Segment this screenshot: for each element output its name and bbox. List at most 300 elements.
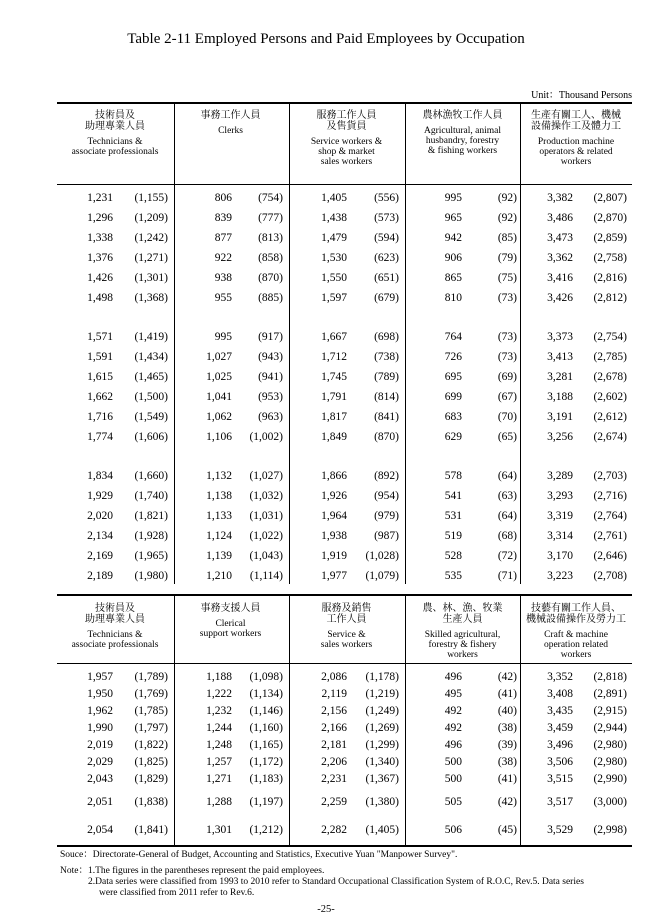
header-en — [520, 630, 632, 660]
header-zh-line: 工作人員 — [326, 614, 367, 625]
employed-value: 1,926 — [321, 490, 347, 502]
paid-value: (2,980) — [593, 739, 627, 751]
header-en-line: shop & market — [318, 147, 375, 157]
employed-value: 1,791 — [321, 391, 347, 403]
paid-value: (814) — [374, 391, 399, 403]
header-zh-line: 生產人員 — [442, 614, 483, 625]
header1-bottom-rule — [57, 184, 632, 185]
employed-value: 1,977 — [321, 570, 347, 582]
paid-value: (2,870) — [593, 212, 627, 224]
header-en-line: Clerks — [218, 126, 243, 136]
paid-value: (789) — [374, 371, 399, 383]
table-row — [57, 705, 632, 723]
table-row — [57, 192, 632, 210]
header-en-line: Skilled agricultural, — [424, 630, 501, 640]
employed-value: 1,301 — [206, 824, 232, 836]
paid-value: (679) — [374, 292, 399, 304]
paid-value: (1,785) — [134, 705, 168, 717]
paid-value: (2,674) — [593, 431, 627, 443]
employed-value: 1,817 — [321, 411, 347, 423]
paid-value: (1,797) — [134, 722, 168, 734]
paid-value: (1,134) — [249, 688, 283, 700]
employed-value: 3,515 — [547, 773, 573, 785]
employed-value: 1,667 — [321, 331, 347, 343]
table-row — [57, 688, 632, 706]
paid-value: (41) — [497, 688, 517, 700]
employed-value: 495 — [444, 688, 462, 700]
employed-value: 2,119 — [321, 688, 347, 700]
unit-label: Unit：Thousand Persons — [531, 90, 632, 101]
employed-value: 955 — [214, 292, 232, 304]
employed-value: 1,962 — [87, 705, 113, 717]
header2-col-2 — [173, 603, 288, 639]
employed-value: 629 — [444, 431, 462, 443]
header-zh-line: 技術員及 — [95, 110, 135, 121]
paid-value: (979) — [374, 510, 399, 522]
paid-value: (1,380) — [365, 796, 399, 808]
table-row — [57, 671, 632, 689]
employed-value: 1,426 — [87, 272, 113, 284]
header-zh-line: 服務工作人員 — [316, 110, 377, 121]
paid-value: (651) — [374, 272, 399, 284]
employed-value: 1,591 — [87, 351, 113, 363]
employed-value: 683 — [444, 411, 462, 423]
employed-value: 3,256 — [547, 431, 573, 443]
paid-value: (870) — [258, 272, 283, 284]
employed-value: 2,086 — [321, 671, 347, 683]
employed-value: 1,774 — [87, 431, 113, 443]
table-row — [57, 331, 632, 349]
header-en-line: Service workers & — [310, 137, 383, 147]
employed-value: 965 — [444, 212, 462, 224]
paid-value: (1,965) — [134, 550, 168, 562]
paid-value: (2,915) — [593, 705, 627, 717]
paid-value: (1,301) — [134, 272, 168, 284]
header-en-line: Production machine — [537, 137, 615, 147]
paid-value: (1,028) — [365, 550, 399, 562]
employed-value: 1,248 — [206, 739, 232, 751]
employed-value: 3,352 — [547, 671, 573, 683]
paid-value: (698) — [374, 331, 399, 343]
employed-value: 1,938 — [321, 530, 347, 542]
table-row — [57, 292, 632, 310]
employed-value: 500 — [444, 756, 462, 768]
header-en-line: operation related — [543, 640, 609, 650]
header-en-line: sales workers — [320, 157, 373, 167]
paid-value: (2,764) — [593, 510, 627, 522]
header-en-line: Agricultural, animal — [423, 126, 502, 136]
note-3: were classified from 2011 refer to Rev.6. — [99, 888, 255, 898]
header-en-line: husbandry, forestry — [425, 136, 500, 146]
employed-value: 1,866 — [321, 470, 347, 482]
header-zh — [520, 603, 632, 625]
header-zh — [288, 110, 405, 132]
employed-value: 1,062 — [206, 411, 232, 423]
paid-value: (1,002) — [249, 431, 283, 443]
employed-value: 2,259 — [321, 796, 347, 808]
header-zh-line: 事務工作人員 — [200, 110, 261, 121]
employed-value: 578 — [444, 470, 462, 482]
employed-value: 1,405 — [321, 192, 347, 204]
header2-col-3 — [288, 603, 405, 650]
header-zh-line: 農、林、漁、牧業 — [422, 603, 503, 614]
paid-value: (754) — [258, 192, 283, 204]
paid-value: (79) — [497, 252, 517, 264]
table-row — [57, 391, 632, 409]
paid-value: (2,990) — [593, 773, 627, 785]
paid-value: (41) — [497, 773, 517, 785]
employed-value: 3,362 — [547, 252, 573, 264]
employed-value: 3,188 — [547, 391, 573, 403]
employed-value: 764 — [444, 331, 462, 343]
header-zh-line: 助理專業人員 — [85, 121, 145, 132]
paid-value: (1,980) — [134, 570, 168, 582]
employed-value: 528 — [444, 550, 462, 562]
header-en — [57, 137, 173, 157]
employed-value: 1,712 — [321, 351, 347, 363]
employed-value: 1,124 — [206, 530, 232, 542]
employed-value: 1,662 — [87, 391, 113, 403]
header-zh — [288, 603, 405, 625]
paid-value: (2,703) — [593, 470, 627, 482]
source-note: Souce：Directorate-General of Budget, Accounting and Statistics, Executive Yuan "Manpower Survey". — [60, 850, 458, 860]
table-row — [57, 232, 632, 250]
paid-value: (1,209) — [134, 212, 168, 224]
paid-value: (2,812) — [593, 292, 627, 304]
paid-value: (2,807) — [593, 192, 627, 204]
employed-value: 496 — [444, 739, 462, 751]
paid-value: (68) — [497, 530, 517, 542]
paid-value: (1,032) — [249, 490, 283, 502]
paid-value: (892) — [374, 470, 399, 482]
employed-value: 1,950 — [87, 688, 113, 700]
table-row — [57, 411, 632, 429]
paid-value: (69) — [497, 371, 517, 383]
table-row — [57, 722, 632, 740]
table-row — [57, 212, 632, 230]
header-en-line: workers — [560, 157, 592, 167]
employed-value: 3,473 — [547, 232, 573, 244]
header-en — [288, 137, 405, 167]
paid-value: (2,678) — [593, 371, 627, 383]
employed-value: 500 — [444, 773, 462, 785]
header-en — [520, 137, 632, 167]
header-zh — [173, 110, 288, 121]
employed-value: 995 — [214, 331, 232, 343]
paid-value: (813) — [258, 232, 283, 244]
employed-value: 496 — [444, 671, 462, 683]
table-row — [57, 773, 632, 791]
paid-value: (1,606) — [134, 431, 168, 443]
paid-value: (2,708) — [593, 570, 627, 582]
paid-value: (1,022) — [249, 530, 283, 542]
header-en-line: Technicians & — [87, 630, 143, 640]
paid-value: (1,340) — [365, 756, 399, 768]
paid-value: (1,549) — [134, 411, 168, 423]
paid-value: (556) — [374, 192, 399, 204]
employed-value: 1,133 — [206, 510, 232, 522]
header1-col-4 — [405, 110, 520, 156]
header-zh-line: 及售貨員 — [326, 121, 367, 132]
paid-value: (64) — [497, 510, 517, 522]
employed-value: 506 — [444, 824, 462, 836]
employed-value: 3,426 — [547, 292, 573, 304]
header1-col-1 — [57, 110, 173, 157]
note-2: 2.Data series were classified from 1993 to 2010 refer to Standard Occupational Classification System of R.O.C, Rev.5. Data series — [88, 877, 584, 887]
paid-value: (42) — [497, 796, 517, 808]
employed-value: 3,529 — [547, 824, 573, 836]
paid-value: (1,172) — [249, 756, 283, 768]
paid-value: (75) — [497, 272, 517, 284]
employed-value: 865 — [444, 272, 462, 284]
employed-value: 1,244 — [206, 722, 232, 734]
employed-value: 3,191 — [547, 411, 573, 423]
employed-value: 1,438 — [321, 212, 347, 224]
header-zh — [57, 603, 173, 625]
employed-value: 1,271 — [206, 773, 232, 785]
employed-value: 942 — [444, 232, 462, 244]
paid-value: (1,405) — [365, 824, 399, 836]
employed-value: 3,319 — [547, 510, 573, 522]
paid-value: (73) — [497, 351, 517, 363]
paid-value: (1,027) — [249, 470, 283, 482]
employed-value: 995 — [444, 192, 462, 204]
section-divider-rule — [57, 594, 632, 596]
table-row — [57, 272, 632, 290]
employed-value: 2,051 — [87, 796, 113, 808]
employed-value: 938 — [214, 272, 232, 284]
page-number: -25- — [317, 904, 335, 915]
paid-value: (1,160) — [249, 722, 283, 734]
paid-value: (2,612) — [593, 411, 627, 423]
employed-value: 3,486 — [547, 212, 573, 224]
employed-value: 1,288 — [206, 796, 232, 808]
paid-value: (1,178) — [365, 671, 399, 683]
paid-value: (1,212) — [249, 824, 283, 836]
employed-value: 2,206 — [321, 756, 347, 768]
paid-value: (1,789) — [134, 671, 168, 683]
employed-value: 1,716 — [87, 411, 113, 423]
paid-value: (71) — [497, 570, 517, 582]
header-en-line: associate professionals — [71, 147, 159, 157]
paid-value: (1,146) — [249, 705, 283, 717]
employed-value: 695 — [444, 371, 462, 383]
table-row — [57, 470, 632, 488]
employed-value: 3,459 — [547, 722, 573, 734]
paid-value: (2,816) — [593, 272, 627, 284]
paid-value: (987) — [374, 530, 399, 542]
employed-value: 2,169 — [87, 550, 113, 562]
employed-value: 1,106 — [206, 431, 232, 443]
header2-bottom-rule — [57, 663, 632, 664]
paid-value: (1,269) — [365, 722, 399, 734]
paid-value: (1,838) — [134, 796, 168, 808]
header-en — [405, 126, 520, 156]
paid-value: (65) — [497, 431, 517, 443]
employed-value: 1,615 — [87, 371, 113, 383]
paid-value: (1,079) — [365, 570, 399, 582]
header-zh-line: 事務支援人員 — [200, 603, 261, 614]
header-en-line: Technicians & — [87, 137, 143, 147]
paid-value: (1,825) — [134, 756, 168, 768]
employed-value: 1,025 — [206, 371, 232, 383]
paid-value: (777) — [258, 212, 283, 224]
header-en — [405, 630, 520, 660]
employed-value: 1,232 — [206, 705, 232, 717]
table-row — [57, 351, 632, 369]
employed-value: 810 — [444, 292, 462, 304]
employed-value: 1,929 — [87, 490, 113, 502]
employed-value: 3,281 — [547, 371, 573, 383]
table-row — [57, 431, 632, 449]
paid-value: (92) — [497, 192, 517, 204]
paid-value: (73) — [497, 292, 517, 304]
paid-value: (953) — [258, 391, 283, 403]
top-rule — [57, 102, 632, 104]
employed-value: 1,138 — [206, 490, 232, 502]
paid-value: (1,271) — [134, 252, 168, 264]
paid-value: (2,891) — [593, 688, 627, 700]
employed-value: 839 — [214, 212, 232, 224]
header-en-line: Clerical — [215, 619, 246, 629]
employed-value: 3,223 — [547, 570, 573, 582]
paid-value: (2,998) — [593, 824, 627, 836]
paid-value: (1,299) — [365, 739, 399, 751]
paid-value: (1,242) — [134, 232, 168, 244]
employed-value: 699 — [444, 391, 462, 403]
paid-value: (63) — [497, 490, 517, 502]
table-row — [57, 371, 632, 389]
paid-value: (1,367) — [365, 773, 399, 785]
paid-value: (2,761) — [593, 530, 627, 542]
table-row — [57, 252, 632, 270]
employed-value: 492 — [444, 705, 462, 717]
employed-value: 1,188 — [206, 671, 232, 683]
paid-value: (943) — [258, 351, 283, 363]
paid-value: (1,165) — [249, 739, 283, 751]
header-en-line: support workers — [199, 629, 262, 639]
paid-value: (2,716) — [593, 490, 627, 502]
employed-value: 3,416 — [547, 272, 573, 284]
employed-value: 541 — [444, 490, 462, 502]
paid-value: (45) — [497, 824, 517, 836]
employed-value: 3,170 — [547, 550, 573, 562]
paid-value: (1,419) — [134, 331, 168, 343]
table-row — [57, 510, 632, 528]
paid-value: (1,114) — [249, 570, 283, 582]
header2-col-5 — [520, 603, 632, 660]
paid-value: (2,602) — [593, 391, 627, 403]
employed-value: 1,498 — [87, 292, 113, 304]
employed-value: 3,373 — [547, 331, 573, 343]
paid-value: (1,197) — [249, 796, 283, 808]
employed-value: 3,517 — [547, 796, 573, 808]
paid-value: (1,183) — [249, 773, 283, 785]
paid-value: (841) — [374, 411, 399, 423]
table-row — [57, 490, 632, 508]
employed-value: 1,376 — [87, 252, 113, 264]
employed-value: 922 — [214, 252, 232, 264]
header-zh — [57, 110, 173, 132]
employed-value: 492 — [444, 722, 462, 734]
paid-value: (92) — [497, 212, 517, 224]
paid-value: (1,740) — [134, 490, 168, 502]
header1-col-5 — [520, 110, 632, 167]
table-row — [57, 824, 632, 842]
paid-value: (954) — [374, 490, 399, 502]
paid-value: (40) — [497, 705, 517, 717]
bottom-rule — [57, 845, 632, 847]
paid-value: (941) — [258, 371, 283, 383]
table-row — [57, 796, 632, 814]
header2-col-4 — [405, 603, 520, 660]
employed-value: 877 — [214, 232, 232, 244]
paid-value: (963) — [258, 411, 283, 423]
paid-value: (885) — [258, 292, 283, 304]
header-zh — [173, 603, 288, 614]
paid-value: (70) — [497, 411, 517, 423]
employed-value: 1,041 — [206, 391, 232, 403]
employed-value: 2,029 — [87, 756, 113, 768]
table-row — [57, 756, 632, 774]
employed-value: 1,990 — [87, 722, 113, 734]
employed-value: 2,043 — [87, 773, 113, 785]
header-zh-line: 助理專業人員 — [85, 614, 145, 625]
employed-value: 726 — [444, 351, 462, 363]
employed-value: 1,957 — [87, 671, 113, 683]
employed-value: 3,506 — [547, 756, 573, 768]
paid-value: (72) — [497, 550, 517, 562]
header-en-line: associate professionals — [71, 640, 159, 650]
employed-value: 1,210 — [206, 570, 232, 582]
header-en-line: & fishing workers — [427, 146, 498, 156]
employed-value: 1,849 — [321, 431, 347, 443]
paid-value: (738) — [374, 351, 399, 363]
header-zh-line: 生產有關工人、機械 — [531, 110, 621, 121]
paid-value: (1,500) — [134, 391, 168, 403]
paid-value: (42) — [497, 671, 517, 683]
paid-value: (38) — [497, 756, 517, 768]
table-row — [57, 570, 632, 588]
paid-value: (1,841) — [134, 824, 168, 836]
paid-value: (67) — [497, 391, 517, 403]
employed-value: 2,054 — [87, 824, 113, 836]
header-en-line: workers — [447, 650, 478, 660]
header-en — [173, 126, 288, 136]
employed-value: 2,166 — [321, 722, 347, 734]
paid-value: (2,859) — [593, 232, 627, 244]
employed-value: 1,550 — [321, 272, 347, 284]
employed-value: 1,257 — [206, 756, 232, 768]
header2-col-1 — [57, 603, 173, 650]
header-zh-line: 機械設備操作及勞力工 — [526, 614, 626, 625]
paid-value: (594) — [374, 232, 399, 244]
paid-value: (2,980) — [593, 756, 627, 768]
paid-value: (1,043) — [249, 550, 283, 562]
employed-value: 519 — [444, 530, 462, 542]
paid-value: (1,219) — [365, 688, 399, 700]
paid-value: (1,829) — [134, 773, 168, 785]
employed-value: 1,919 — [321, 550, 347, 562]
employed-value: 1,132 — [206, 470, 232, 482]
paid-value: (2,818) — [593, 671, 627, 683]
header-zh-line: 服務及銷售 — [321, 603, 372, 614]
paid-value: (38) — [497, 722, 517, 734]
header-en — [173, 619, 288, 639]
paid-value: (1,660) — [134, 470, 168, 482]
header-en-line: operators & related — [539, 147, 613, 157]
paid-value: (858) — [258, 252, 283, 264]
